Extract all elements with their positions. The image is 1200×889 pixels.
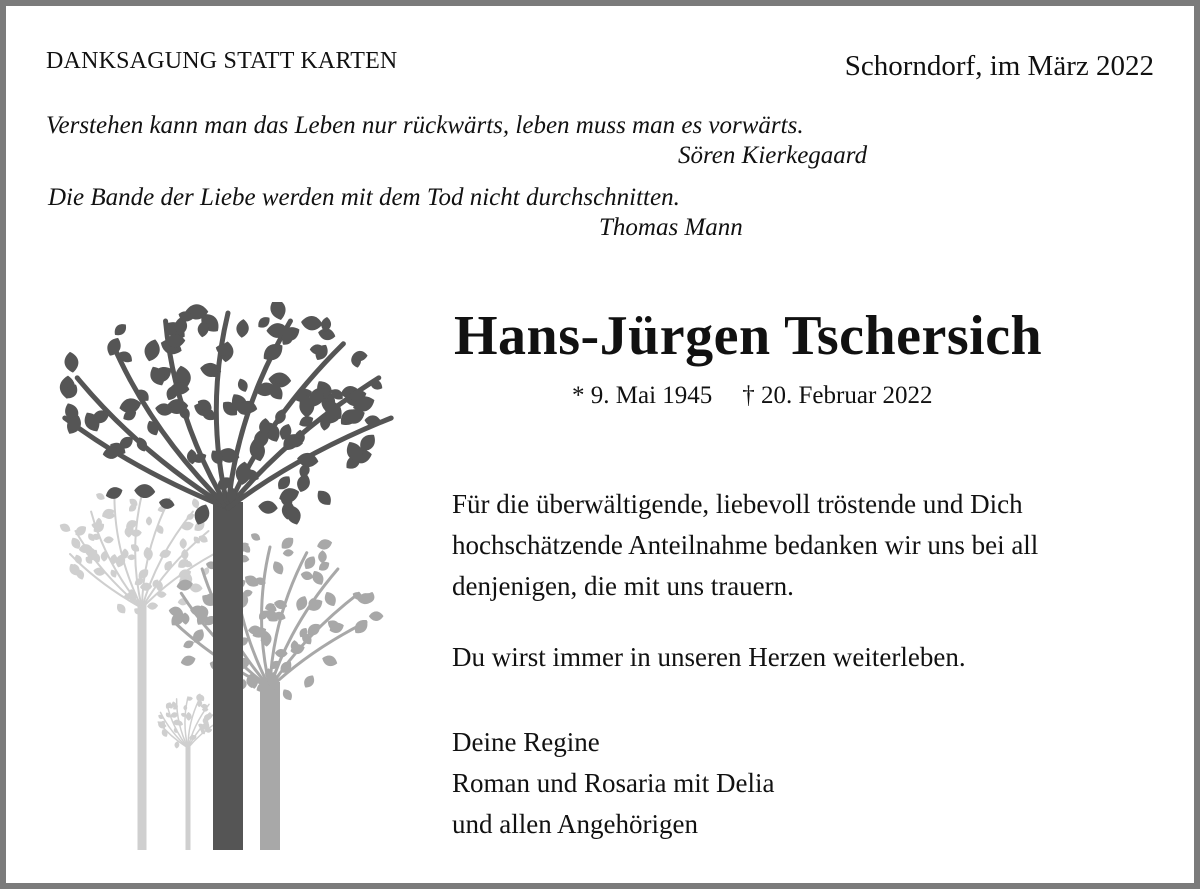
thanks-paragraph xyxy=(452,484,1172,607)
thanks-line: Für die überwältigende, liebevoll tröstende und Dich xyxy=(452,489,1023,519)
leaf xyxy=(249,531,262,542)
signature-line: und allen Angehörigen xyxy=(452,809,698,839)
leaf xyxy=(236,319,250,339)
leaf xyxy=(63,351,80,374)
death-date: † 20. Februar 2022 xyxy=(742,382,933,409)
leaf xyxy=(180,520,195,532)
leaf xyxy=(300,315,323,332)
quote-kierkegaard-author: Sören Kierkegaard xyxy=(678,142,868,169)
small-tree xyxy=(156,693,218,850)
leaf xyxy=(95,491,107,501)
leaf xyxy=(318,550,327,563)
leaf xyxy=(103,536,114,544)
trunk xyxy=(186,742,191,850)
leaf xyxy=(282,549,294,557)
leaf xyxy=(280,687,294,702)
leaf xyxy=(321,653,339,668)
leaf xyxy=(147,602,159,610)
leaf xyxy=(301,673,317,690)
life-dates xyxy=(572,382,933,410)
trunk xyxy=(260,682,280,850)
leaf xyxy=(58,521,72,534)
leaf xyxy=(186,712,192,721)
thanks-line: denjenigen, die mit uns trauern. xyxy=(452,571,794,601)
medium-tree xyxy=(168,531,384,850)
signature-line: Deine Regine xyxy=(452,727,600,757)
leaf xyxy=(236,377,250,394)
trunk xyxy=(213,502,243,850)
remembrance-line: Du wirst immer in unseren Herzen weiterleben. xyxy=(452,642,966,672)
notice-heading: DANKSAGUNG STATT KARTEN xyxy=(46,48,398,74)
leaf xyxy=(104,485,124,502)
leaf xyxy=(300,570,315,582)
leaf xyxy=(258,500,279,515)
leaf xyxy=(369,611,384,621)
trunk xyxy=(138,602,147,850)
quote-mann-author: Thomas Mann xyxy=(599,214,743,241)
leaf xyxy=(179,538,186,549)
signature-block xyxy=(452,722,1172,845)
quote-mann-text: Die Bande der Liebe werden mit dem Tod nicht durchschnitten. xyxy=(48,184,680,211)
deceased-name: Hans-Jürgen Tschersich xyxy=(454,305,1043,367)
light-tree-left xyxy=(58,491,214,850)
tree-icon xyxy=(42,302,412,856)
leaf xyxy=(134,483,156,498)
leaf xyxy=(146,516,152,525)
birth-date: * 9. Mai 1945 xyxy=(572,382,713,409)
leaf xyxy=(279,534,297,551)
leaf xyxy=(314,487,335,509)
thanks-line: hochschätzende Anteilnahme bedanken wir uns bei all xyxy=(452,530,1039,560)
leaf xyxy=(112,321,130,338)
leaf xyxy=(268,302,288,322)
leaf xyxy=(270,559,286,577)
quote-kierkegaard-text: Verstehen kann man das Leben nur rückwärts, leben muss man es vorwärts. xyxy=(46,112,804,139)
message-block xyxy=(452,484,1172,875)
leaf xyxy=(322,589,339,608)
signature-line: Roman und Rosaria mit Delia xyxy=(452,768,775,798)
leaf xyxy=(179,654,196,668)
leaf xyxy=(316,537,334,551)
leaf xyxy=(158,548,172,560)
leaf xyxy=(142,337,163,363)
leaf xyxy=(115,602,128,616)
place-and-date: Schorndorf, im März 2022 xyxy=(844,50,1154,82)
